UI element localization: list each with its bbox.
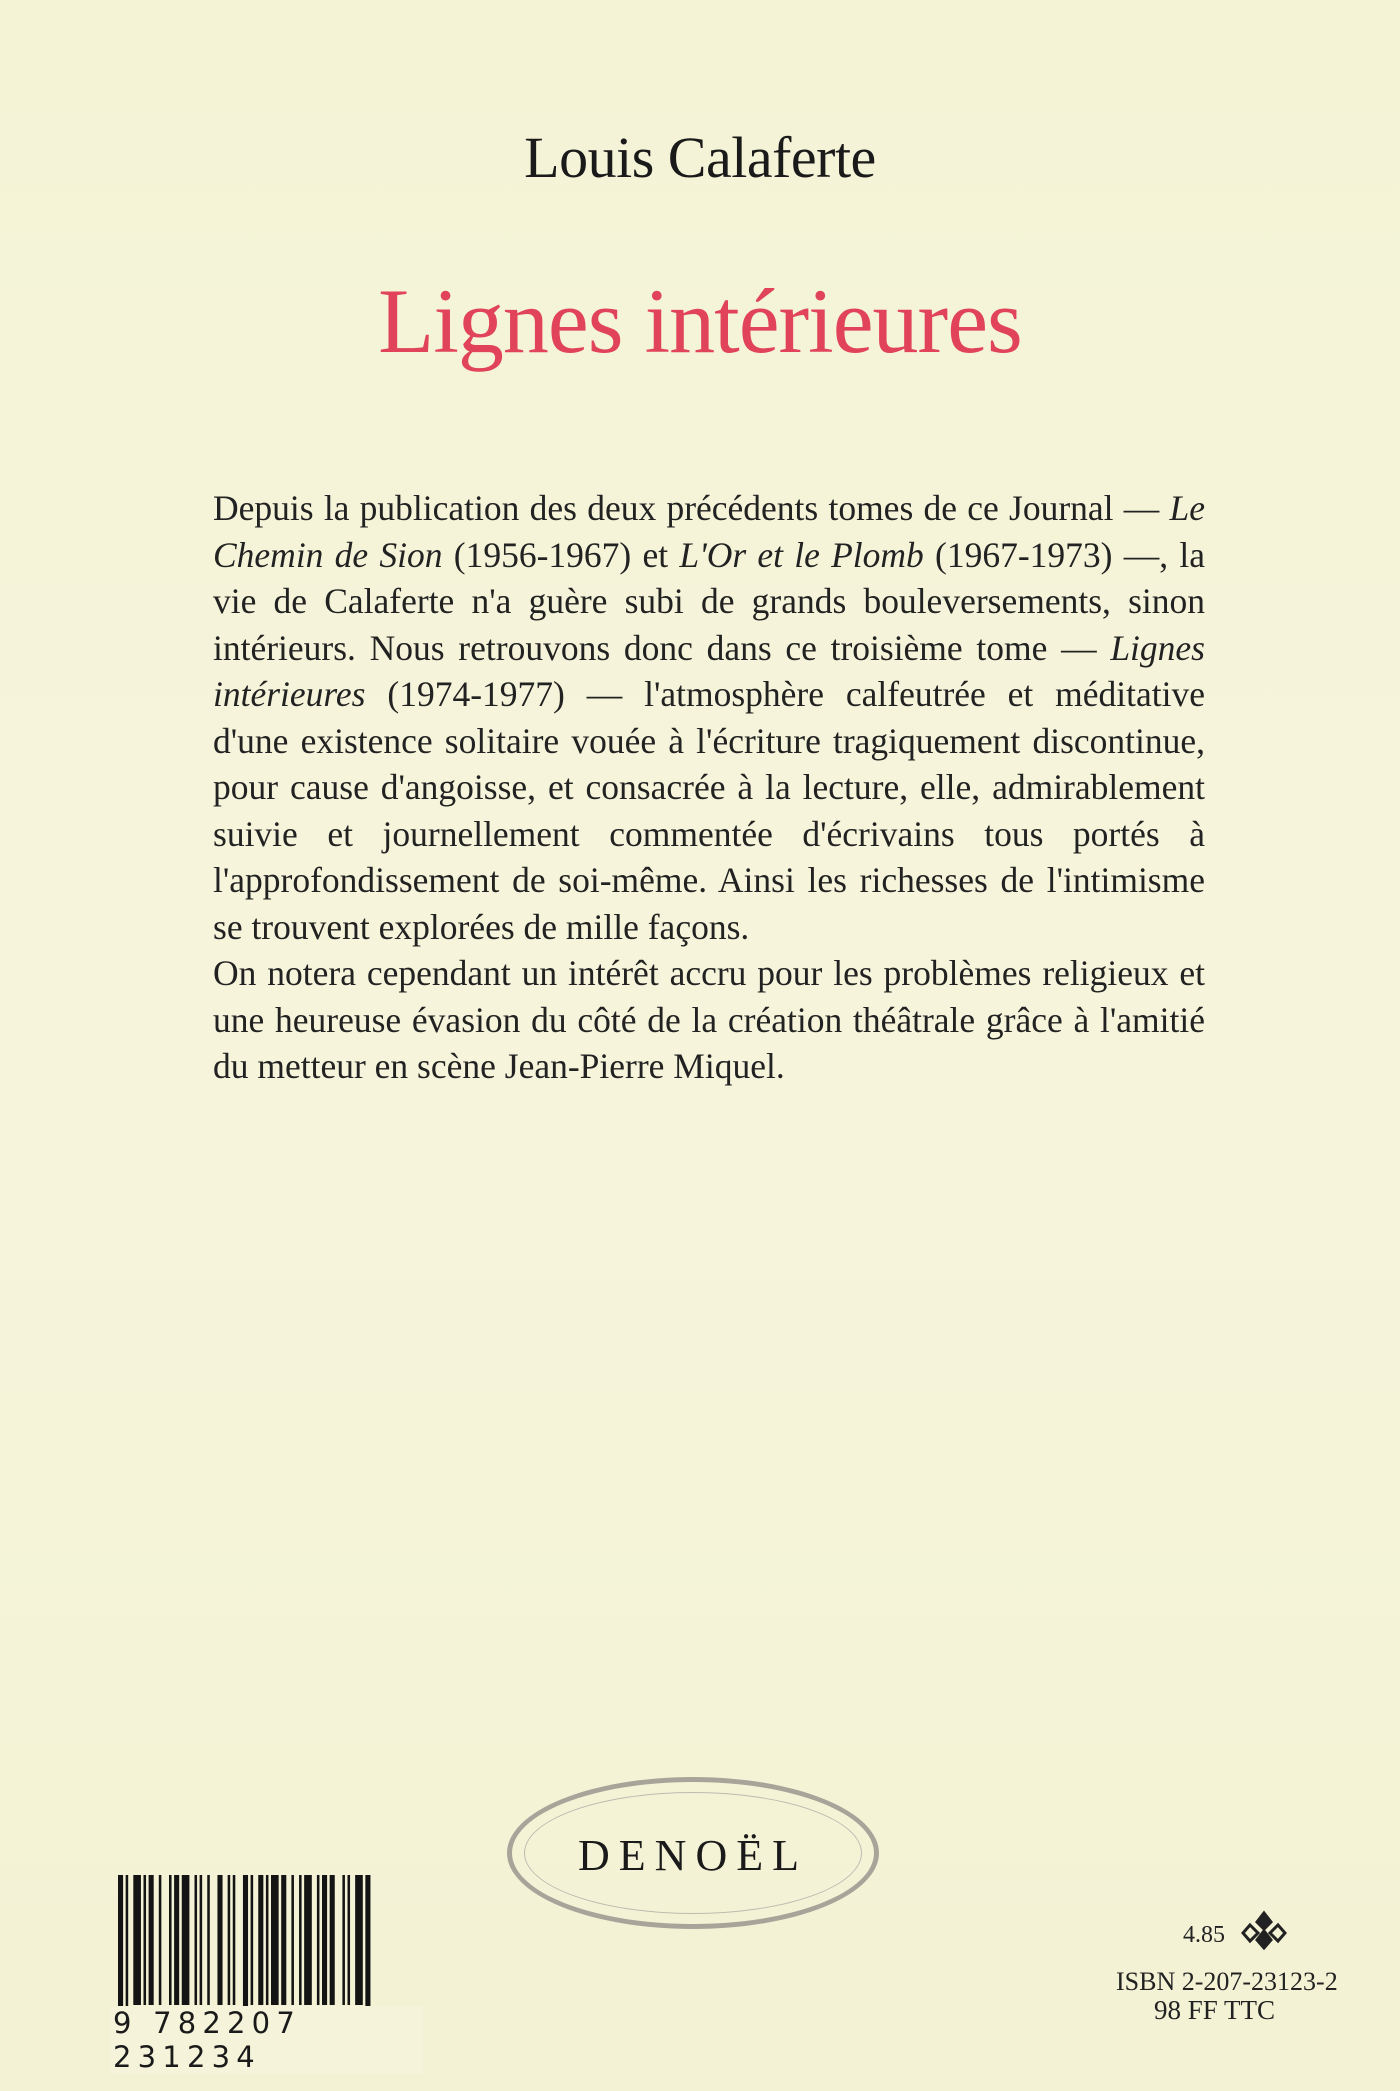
barcode xyxy=(110,1875,420,2074)
barcode-bar xyxy=(304,1875,312,2005)
barcode-bar xyxy=(271,1875,279,2005)
author-name: Louis Calaferte xyxy=(524,125,876,190)
barcode-bar xyxy=(159,1875,162,2005)
barcode-bar xyxy=(228,1875,231,2005)
barcode-bar xyxy=(355,1875,363,2005)
barcode-bar xyxy=(251,1875,254,2005)
blurb-paragraph-1 xyxy=(213,485,1205,950)
publisher-mark-icon xyxy=(1240,1909,1288,1951)
barcode-bar xyxy=(118,1875,123,2010)
barcode-bar xyxy=(258,1875,263,2005)
barcode-bar xyxy=(322,1875,327,2005)
book-title: Lignes intérieures xyxy=(378,270,1022,372)
barcode-bar xyxy=(149,1875,154,2005)
blurb-text: (1967-1973) —, la vie de Calaferte n'a guère subi de grands bouleversements, sinon intérieurs. Nous retrouvons donc dans ce troisième tome — xyxy=(213,534,1205,668)
book-reference: Le Chemin de Sion xyxy=(213,488,1205,575)
barcode-bar xyxy=(281,1875,286,2005)
barcode-bar xyxy=(342,1875,345,2005)
publisher-name: DENOËL xyxy=(578,1830,808,1880)
back-cover-blurb xyxy=(213,485,1205,1090)
barcode-bar xyxy=(133,1875,141,2005)
barcode-bar xyxy=(330,1875,335,2005)
barcode-bar xyxy=(182,1875,190,2005)
barcode-bar xyxy=(266,1875,269,2005)
barcode-bar xyxy=(144,1875,147,2005)
barcode-bar xyxy=(233,1875,236,2005)
barcode-bar xyxy=(207,1875,210,2005)
price-code: 4.85 xyxy=(1183,1922,1225,1948)
isbn: ISBN 2-207-23123-2 xyxy=(1116,1967,1338,1996)
barcode-bar xyxy=(169,1875,172,2005)
blurb-text: (1956-1967) et xyxy=(442,534,680,575)
barcode-bar xyxy=(126,1875,129,2010)
barcode-bar xyxy=(217,1875,222,2005)
barcode-bar xyxy=(365,1875,370,2010)
barcode-bars xyxy=(110,1875,420,2010)
barcode-bar xyxy=(299,1875,302,2005)
blurb-text: Depuis la publication des deux précédents tomes de ce Journal — xyxy=(213,488,1170,528)
barcode-digits: 9 782207 231234 xyxy=(110,2006,423,2074)
barcode-bar xyxy=(291,1875,294,2005)
barcode-bar xyxy=(348,1875,351,2005)
price: 98 FF TTC xyxy=(1154,1995,1276,2025)
blurb-text: (1974-1977) — l'atmosphère calfeutrée et méditative d'une existence solitaire vouée à l'écriture tragiquement discontinue, pour cause d'angoisse, et consacrée à la lecture, elle, admirablement suivie et journellement commentée d'écrivains tous portés à l'approfondissement de soi-même. Ainsi les richesses de l'intimisme se trouvent explorées de mille façons. xyxy=(213,674,1205,947)
barcode-bar xyxy=(200,1875,203,2005)
book-reference: L'Or et le Plomb xyxy=(679,534,924,575)
barcode-bar xyxy=(195,1875,198,2005)
blurb-paragraph-2: On notera cependant un intérêt accru pour les problèmes religieux et une heureuse évasion du côté de la création théâtrale grâce à l'amitié du metteur en scène Jean-Pierre Miquel. xyxy=(213,953,1205,1086)
barcode-bar xyxy=(317,1875,320,2005)
publisher-logo xyxy=(507,1777,879,1929)
barcode-bar xyxy=(174,1875,179,2005)
book-reference: Lignes intérieures xyxy=(213,627,1205,714)
barcode-bar xyxy=(243,1875,248,2010)
